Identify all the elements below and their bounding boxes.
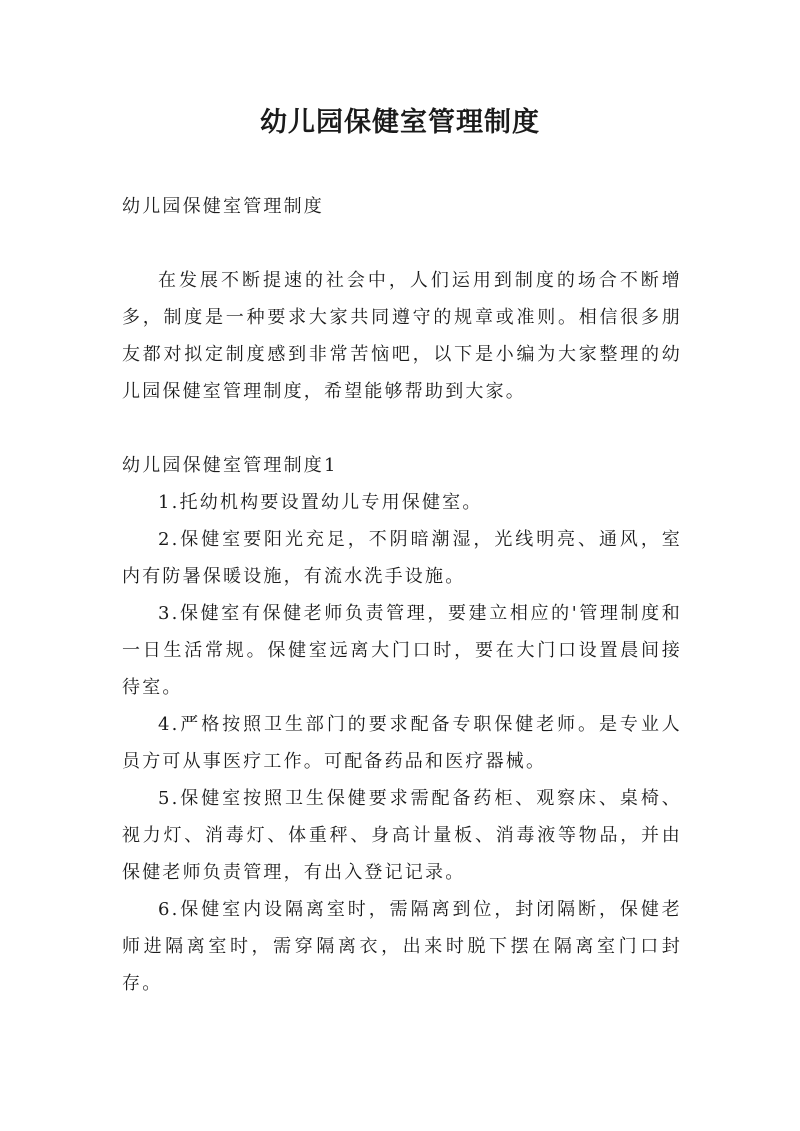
rule-item-4: 4.严格按照卫生部门的要求配备专职保健老师。是专业人员方可从事医疗工作。可配备药品和医疗器械。 xyxy=(122,714,682,772)
rule-item-3: 3.保健室有保健老师负责管理，要建立相应的'管理制度和一日生活常规。保健室远离大门口时，要在大门口设置晨间接待室。 xyxy=(122,603,682,698)
section-heading: 幼儿园保健室管理制度1 xyxy=(122,455,338,476)
rule-item-6: 6.保健室内设隔离室时，需隔离到位，封闭隔断，保健老师进隔离室时，需穿隔离衣，出来时脱下摆在隔离室门口封存。 xyxy=(122,899,682,994)
rule-item-1: 1.托幼机构要设置幼儿专用保健室。 xyxy=(158,492,483,513)
document-subtitle: 幼儿园保健室管理制度 xyxy=(122,196,324,217)
document-title: 幼儿园保健室管理制度 xyxy=(260,107,540,138)
document-body xyxy=(122,188,682,1002)
rule-item-2: 2.保健室要阳光充足，不阴暗潮湿，光线明亮、通风，室内有防暑保暖设施，有流水洗手设施。 xyxy=(122,529,682,587)
rule-item-5: 5.保健室按照卫生保健要求需配备药柜、观察床、桌椅、视力灯、消毒灯、体重秤、身高计量板、消毒液等物品，并由保健老师负责管理，有出入登记记录。 xyxy=(122,788,682,883)
intro-paragraph: 在发展不断提速的社会中，人们运用到制度的场合不断增多，制度是一种要求大家共同遵守的规章或准则。相信很多朋友都对拟定制度感到非常苦恼吧，以下是小编为大家整理的幼儿园保健室管理制度，希望能够帮助到大家。 xyxy=(122,270,682,402)
